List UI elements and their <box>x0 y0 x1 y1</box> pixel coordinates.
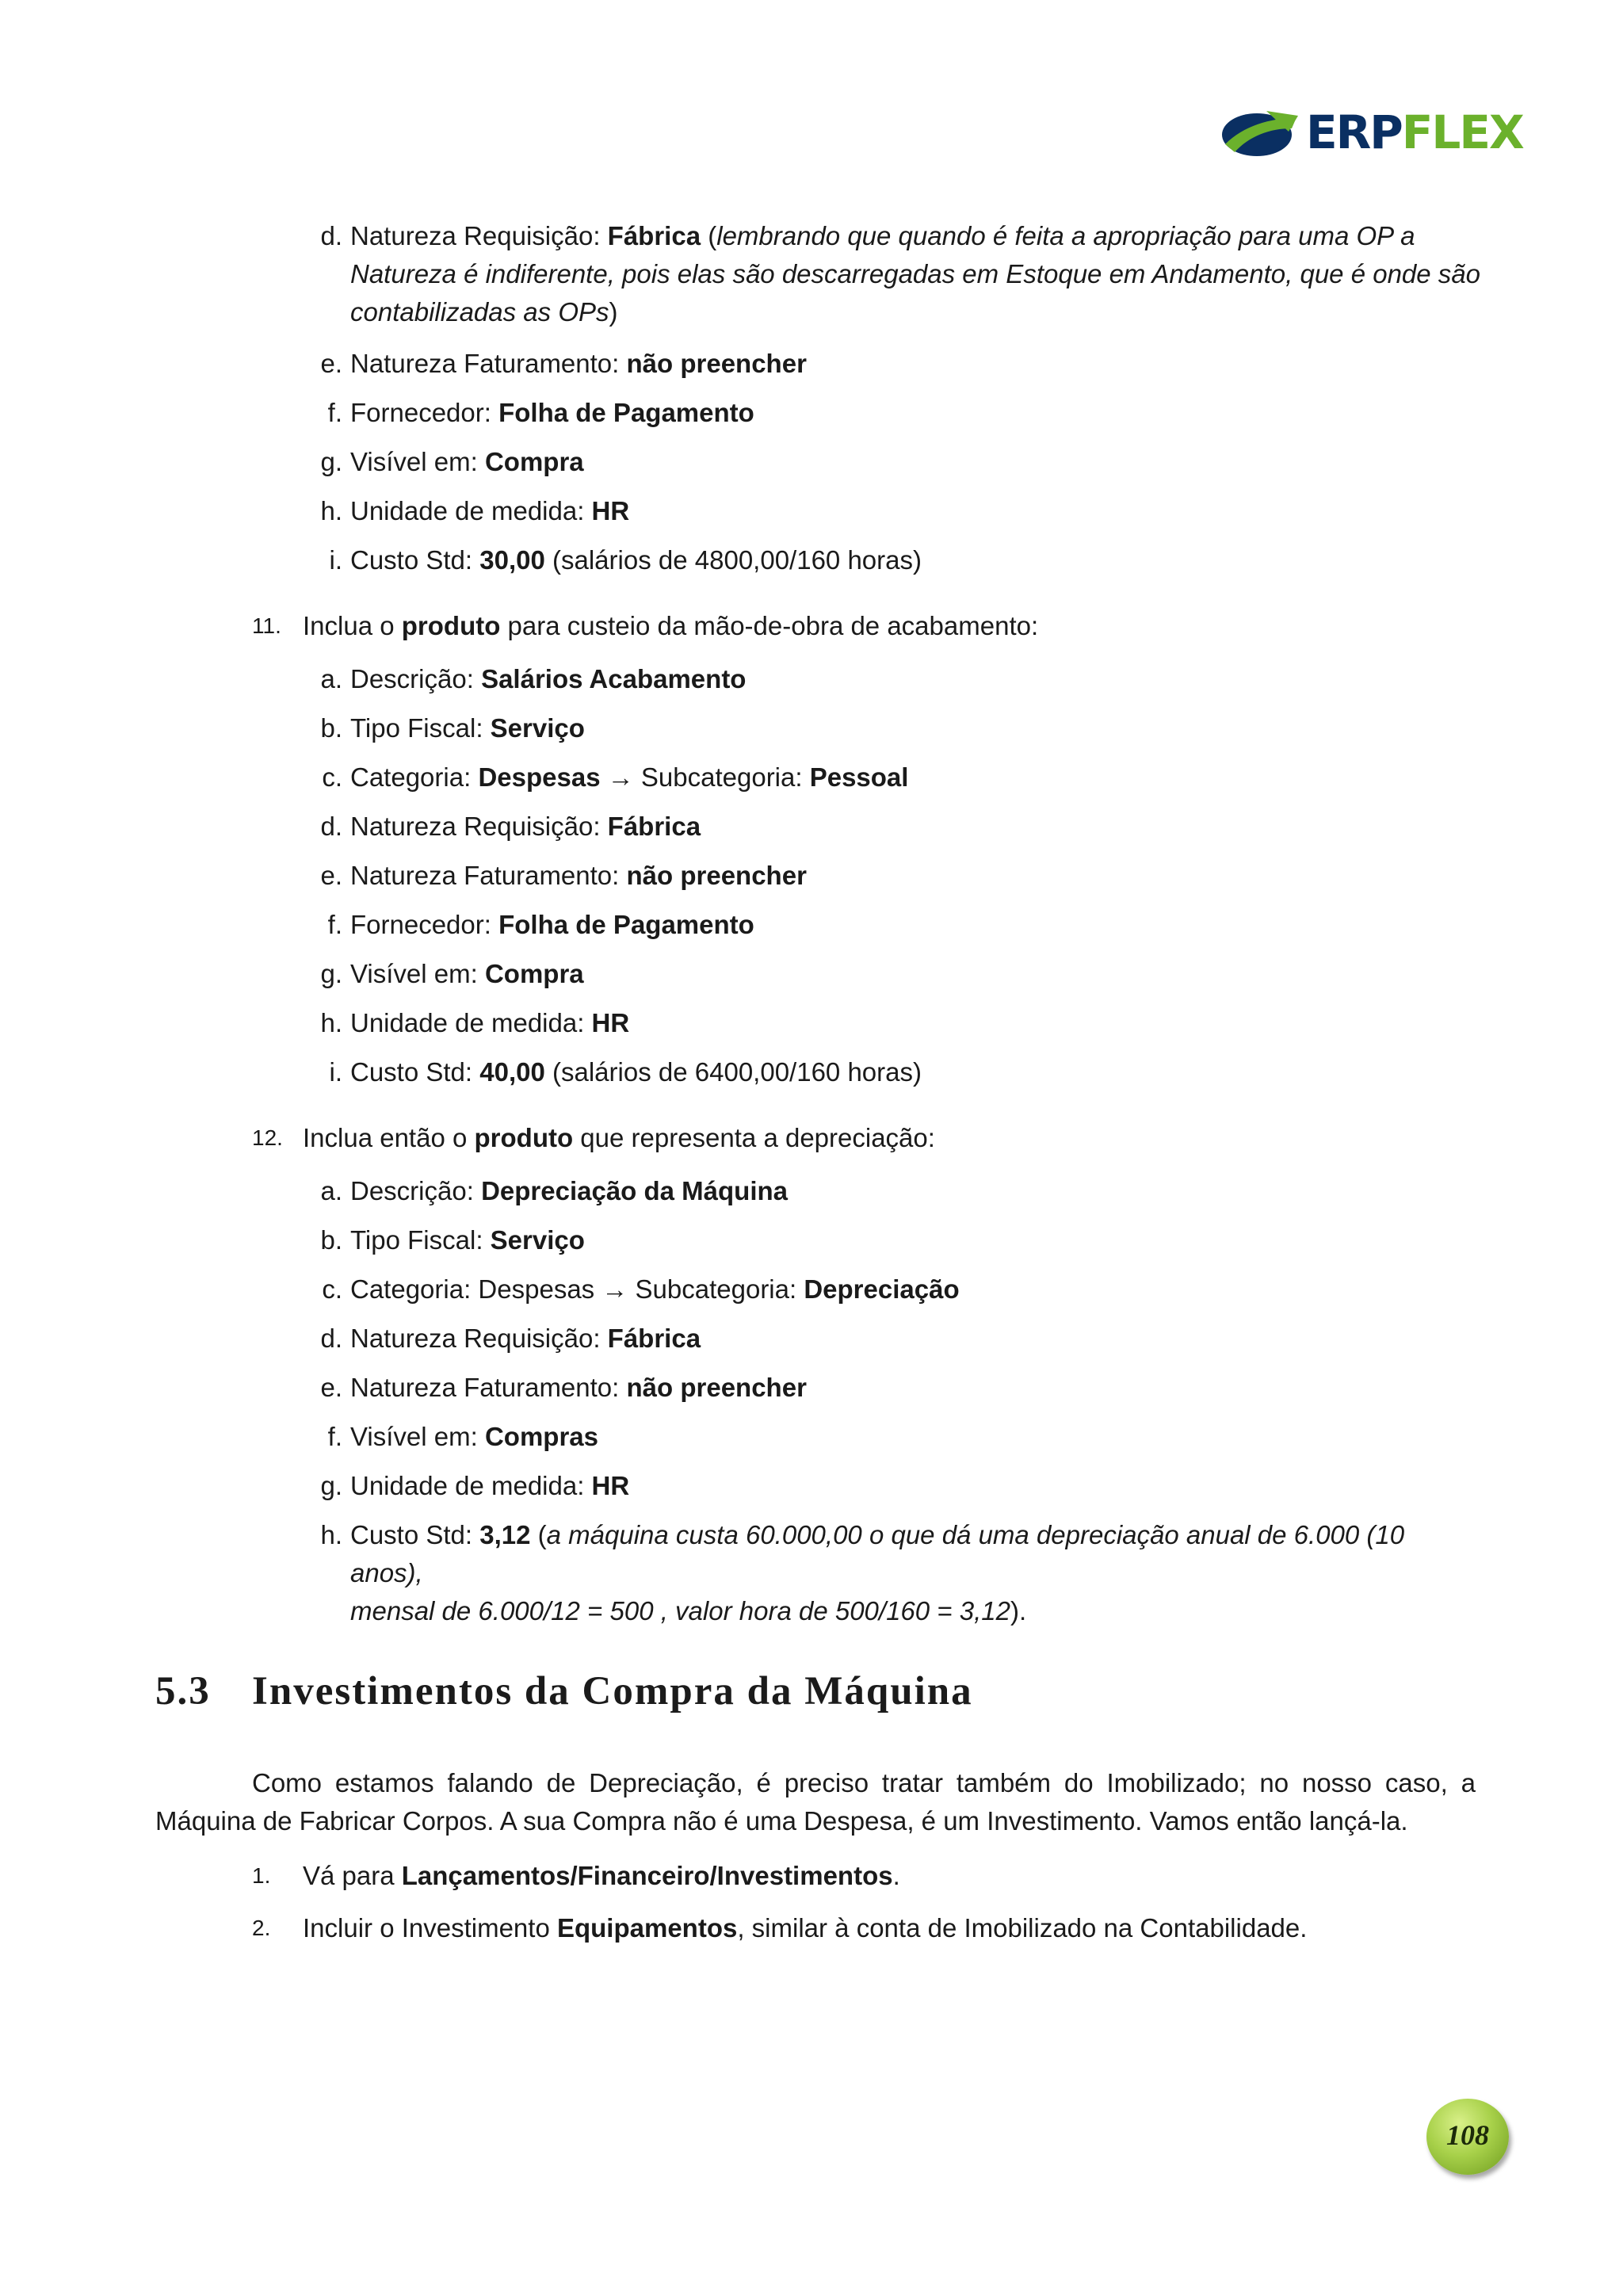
section-paragraph: Como estamos falando de Depreciação, é preciso tratar também do Imobilizado; no nosso caso, a Máquina de Fabricar Corpos. A sua Compra não é uma Despesa, é um Investimento. Vamos então lançá-la. <box>155 1768 1476 1836</box>
section-heading <box>155 1668 973 1714</box>
arrow-right-icon: → <box>600 762 641 792</box>
page-number: 108 <box>1446 2119 1489 2151</box>
section-number: 5.3 <box>155 1669 211 1713</box>
brand-wordmark: ERPFLEX <box>1306 105 1523 159</box>
erpflex-logo <box>1220 101 1523 165</box>
arrow-right-icon: → <box>594 1274 636 1304</box>
list-item-text: Natureza Requisição: Fábrica (lembrando que quando é feita a apropriação para uma OP a <box>350 221 1415 250</box>
erpflex-swoosh-icon <box>1220 105 1300 162</box>
section-title: Investimentos da Compra da Máquina <box>252 1669 973 1713</box>
page-number-badge <box>1426 2099 1509 2175</box>
